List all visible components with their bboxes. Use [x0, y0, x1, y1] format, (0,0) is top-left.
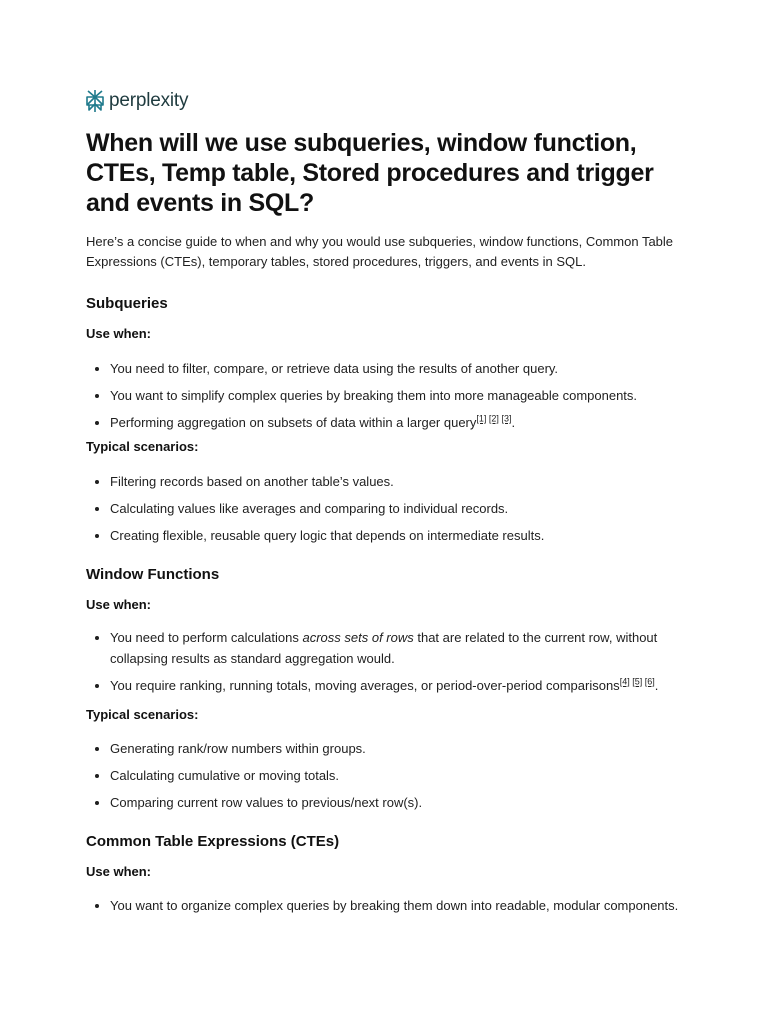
list-item: • You want to simplify complex queries by breaking them into more manageable components. [110, 385, 686, 406]
perplexity-logo-icon [85, 89, 105, 113]
typical-scenarios-label: Typical scenarios: [86, 707, 199, 722]
scenarios-list [86, 471, 686, 546]
list-item: • Calculating values like averages and comparing to individual records. [110, 498, 686, 519]
list-item: • Comparing current row values to previous/next row(s). [110, 792, 686, 813]
use-when-list [86, 358, 686, 433]
brand-name: perplexity [109, 90, 189, 111]
citation-link[interactable]: [3] [501, 413, 512, 424]
list-item-text: You require ranking, running totals, moving averages, or period-over-period comparisons [110, 678, 620, 693]
intro-paragraph: Here’s a concise guide to when and why you would use subqueries, window functions, Common Table Expressions (CTEs), temporary tables, stored procedures, triggers, and events in SQL. [86, 234, 674, 269]
list-item: • Calculating cumulative or moving totals. [110, 765, 686, 786]
use-when-label: Use when: [86, 597, 152, 612]
list-item: • Generating rank/row numbers within groups. [110, 738, 686, 759]
use-when-label: Use when: [86, 864, 152, 879]
brand-logo[interactable] [85, 89, 188, 113]
emphasis-text: across sets of rows [302, 630, 414, 645]
list-item: • You need to filter, compare, or retrieve data using the results of another query. [110, 358, 686, 379]
list-item: • Creating flexible, reusable query logic that depends on intermediate results. [110, 525, 686, 546]
list-item: • Performing aggregation on subsets of data within a larger query[1] [2] [3]. [110, 412, 686, 433]
section-heading-subqueries: Subqueries [86, 295, 168, 312]
citation-link[interactable]: [5] [632, 676, 643, 687]
citation-link[interactable]: [2] [488, 413, 499, 424]
page-title: When will we use subqueries, window function, CTEs, Temp table, Stored procedures and trigger and events in SQL? [86, 129, 654, 217]
list-item-text: You need to perform calculations [110, 630, 303, 645]
list-item: • You want to organize complex queries by breaking them down into readable, modular components. [110, 895, 686, 916]
list-item: • You require ranking, running totals, moving averages, or period-over-period comparisons[4] [5] [6]. [110, 675, 686, 696]
use-when-label: Use when: [86, 326, 152, 341]
list-item [110, 627, 686, 669]
typical-scenarios-label: Typical scenarios: [86, 439, 199, 454]
section-heading-window-functions: Window Functions [86, 566, 220, 583]
list-item-text: Performing aggregation on subsets of data within a larger query [110, 415, 477, 430]
article [86, 128, 686, 916]
citation-link[interactable]: [6] [644, 676, 655, 687]
section-heading-ctes: Common Table Expressions (CTEs) [86, 833, 340, 850]
list-item-text: that are related to the current row, without collapsing results as standard aggregation would. [110, 630, 658, 666]
citation-link[interactable]: [1] [476, 413, 487, 424]
use-when-list [86, 895, 686, 916]
use-when-list [86, 627, 686, 696]
scenarios-list [86, 738, 686, 813]
list-item: • Filtering records based on another table’s values. [110, 471, 686, 492]
citation-link[interactable]: [4] [619, 676, 630, 687]
